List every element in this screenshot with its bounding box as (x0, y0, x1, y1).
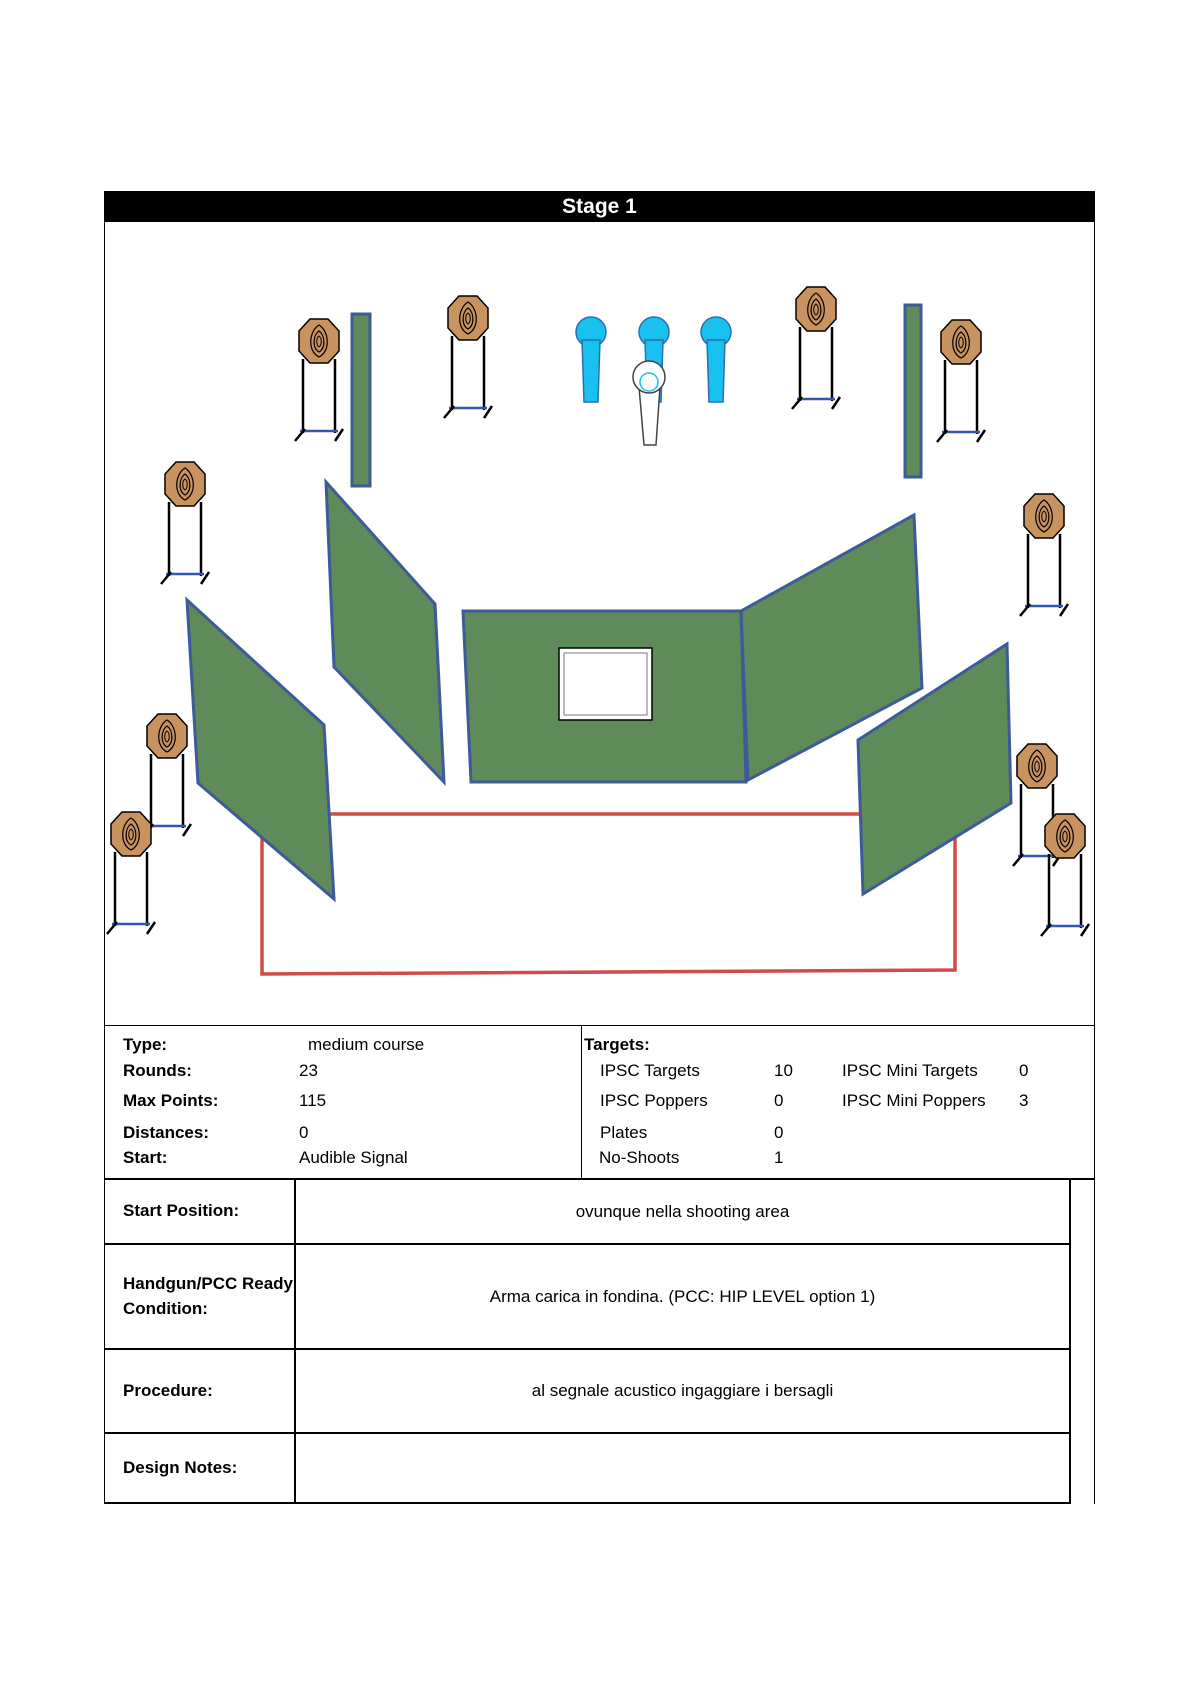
wall-upright-right (905, 305, 921, 477)
procedure-table (104, 1180, 1070, 1504)
no-shoot (633, 361, 665, 445)
max-points-value: 115 (299, 1091, 327, 1110)
design-notes-row (105, 1434, 1071, 1504)
stage-title: Stage 1 (104, 191, 1095, 222)
target-type-count: 1 (774, 1148, 784, 1167)
ready-condition-label-line-1: Handgun/PCC Ready (123, 1273, 294, 1293)
barricade-window (559, 648, 652, 720)
target-type-name: Plates (600, 1123, 648, 1142)
stage-sheet (104, 191, 1095, 1504)
procedure-value: al segnale acustico ingaggiare i bersagli (296, 1350, 1071, 1432)
target-type-count: 10 (774, 1061, 793, 1080)
ipsc-target-4 (937, 320, 985, 442)
max-points-label: Max Points: (123, 1091, 219, 1110)
ipsc-target-1 (295, 319, 343, 441)
rounds-value: 23 (299, 1061, 318, 1080)
start-value: Audible Signal (299, 1148, 408, 1167)
ipsc-target-2 (444, 296, 492, 418)
start-position-label: Start Position: (105, 1180, 296, 1243)
wall-upright-left (352, 314, 370, 486)
mini-popper-1 (576, 317, 606, 402)
target-type-name: IPSC Poppers (600, 1091, 708, 1110)
targets-label: Targets: (584, 1035, 650, 1054)
ready-condition-label (105, 1245, 296, 1348)
ipsc-target-10 (1041, 814, 1089, 936)
design-notes-label: Design Notes: (105, 1434, 296, 1502)
mini-type-count: 0 (1019, 1061, 1029, 1080)
type-value: medium course (308, 1035, 425, 1054)
shooting-area-fault-line (262, 814, 955, 974)
procedure-label: Procedure: (105, 1350, 296, 1432)
distances-value: 0 (299, 1123, 309, 1142)
target-type-name: IPSC Targets (600, 1061, 700, 1080)
mini-type-name: IPSC Mini Targets (842, 1061, 978, 1080)
wall-left-angled (326, 482, 444, 782)
target-type-name: No-Shoots (599, 1148, 680, 1167)
stage-info (104, 1025, 1095, 1180)
type-label: Type: (123, 1035, 168, 1054)
ipsc-target-6 (1020, 494, 1068, 616)
target-type-count: 0 (774, 1091, 784, 1110)
mini-type-count: 3 (1019, 1091, 1029, 1110)
ipsc-target-3 (792, 287, 840, 409)
stage-diagram-svg (105, 222, 1096, 1025)
distances-label: Distances: (123, 1123, 209, 1142)
mini-type-name: IPSC Mini Poppers (842, 1091, 986, 1110)
ipsc-target-5 (161, 462, 209, 584)
ready-condition-row (105, 1245, 1071, 1350)
rounds-label: Rounds: (123, 1061, 192, 1080)
start-position-row (105, 1180, 1071, 1245)
ipsc-target-8 (107, 812, 155, 934)
ready-condition-value: Arma carica in fondina. (PCC: HIP LEVEL option 1) (296, 1245, 1071, 1348)
procedure-row (105, 1350, 1071, 1434)
design-notes-value (296, 1434, 1071, 1502)
mini-popper-3 (701, 317, 731, 402)
start-label: Start: (123, 1148, 168, 1167)
start-position-value: ovunque nella shooting area (296, 1180, 1071, 1243)
sheet-right-border (1094, 1180, 1095, 1504)
stage-diagram (104, 222, 1095, 1025)
ipsc-target-7 (143, 714, 191, 836)
target-type-count: 0 (774, 1123, 784, 1142)
info-divider (581, 1026, 582, 1179)
ready-condition-label-line-2: Condition: (123, 1298, 208, 1318)
